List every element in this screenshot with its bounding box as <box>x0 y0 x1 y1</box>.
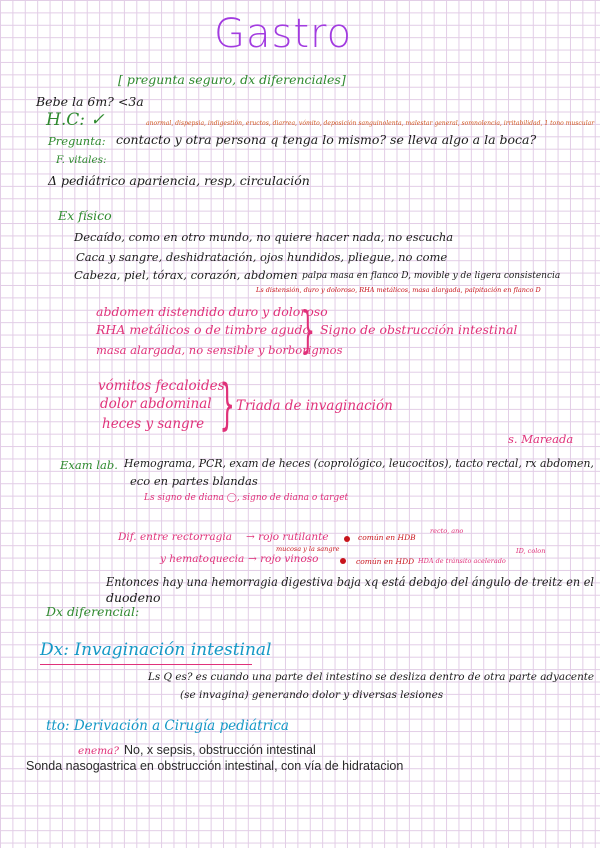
sonda-text: Sonda nasogastrica en obstrucción intestinal, con vía de hidratacion <box>26 759 404 773</box>
obstruccion-item-2: RHA metálicos o de timbre agudo <box>96 322 311 337</box>
pregunta-text: contacto y otra persona q tenga lo mismo? se lleva algo a la boca? <box>116 132 537 147</box>
obstruccion-item-1: abdomen distendido duro y doloroso <box>96 304 328 319</box>
hc-label: H.C: ✓ <box>46 110 105 130</box>
triada-brace: } <box>219 373 235 436</box>
hemorragia-note1: común en HDB <box>358 533 416 542</box>
examlab-text2: eco en partes blandas <box>130 474 258 488</box>
exfisico-line2: Caca y sangre, deshidratación, ojos hundidos, pliegue, no come <box>76 250 448 264</box>
subtitle: [ pregunta seguro, dx diferenciales] <box>118 72 346 87</box>
hemorragia-line2a: y hematoquecia <box>160 553 245 565</box>
hemorragia-conclusion1: Entonces hay una hemorragia digestiva baja xq está debajo del ángulo de treitz en el <box>106 574 595 589</box>
hemorragia-note2-above: mucosa y la sangre <box>276 545 340 553</box>
tto-label: tto: Derivación a Cirugía pediátrica <box>46 718 289 734</box>
examlab-label: Exam lab. <box>60 458 118 472</box>
fvitales-text: Δ pediátrico apariencia, resp, circulación <box>48 173 310 188</box>
manera-note: s. Mareada <box>508 432 574 446</box>
red-dot-2 <box>340 558 346 564</box>
page-title: Gastro <box>214 11 353 57</box>
triada-label: Triada de invaginación <box>236 398 393 414</box>
exfisico-line3: Cabeza, piel, tórax, corazón, abdomen <box>74 268 298 282</box>
enema-answer: No, x sepsis, obstrucción intestinal <box>124 743 316 757</box>
examlab-text1: Hemograma, PCR, exam de heces (coprológico, leucocitos), tacto rectal, rx abdomen, <box>124 456 594 470</box>
hemorragia-line1a: Dif. entre rectorragia <box>118 531 233 543</box>
dx-def1: Ls Q es? es cuando una parte del intestino se desliza dentro de otra parte adyacente <box>148 671 595 683</box>
exfisico-label: Ex físico <box>58 208 112 223</box>
triada-item-3: heces y sangre <box>102 416 205 432</box>
dx-def2: (se invagina) generando dolor y diversas lesiones <box>180 689 444 701</box>
obstruccion-item-3: masa alargada, no sensible y borborigmos <box>96 343 343 357</box>
hemorragia-note2c: ID, colon <box>516 547 546 555</box>
hemorragia-note1b: recto, ano <box>430 527 464 535</box>
triada-item-2: dolor abdominal <box>100 396 212 412</box>
hemorragia-conclusion2: duodeno <box>106 590 161 605</box>
hemorragia-note2: común en HDD <box>356 557 415 566</box>
enema-question: enema? <box>78 745 120 757</box>
red-dot-1 <box>344 536 350 542</box>
examlab-note: Ls signo de diana ◯, signo de diana o target <box>144 493 349 503</box>
dx-underline <box>40 664 252 665</box>
fvitales-label: F. vitales: <box>56 154 107 166</box>
obstruccion-brace: } <box>300 301 316 359</box>
exfisico-line3b: palpa masa en flanco D, movible y de ligera consistencia <box>302 271 561 281</box>
exfisico-note: Ls distensión, duro y doloroso, RHA metálicos, masa alargada, palpitación en flanco D <box>256 286 541 294</box>
exfisico-line1: Decaído, como en otro mundo, no quiere hacer nada, no escucha <box>74 230 454 244</box>
pregunta-label: Pregunta: <box>48 134 106 148</box>
hemorragia-line1b: → rojo rutilante <box>246 531 329 543</box>
dx-label: Dx: Invaginación intestinal <box>40 640 272 660</box>
hemorragia-note2b: HDA de tránsito acelerado <box>418 557 506 565</box>
hc-text: anormal, dispepsia, indigestión, eructos, diarrea, vómito, deposición sanguinolenta, malestar general, somnolencia, irritabilidad, 1 tono muscular <box>146 119 595 127</box>
hemorragia-line2b: → rojo vinoso <box>248 553 319 565</box>
case-line: Bebe la 6m? <3a <box>36 94 144 109</box>
triada-item-1: vómitos fecaloides <box>98 378 225 394</box>
dxdif-label: Dx diferencial: <box>46 604 140 619</box>
obstruccion-label: Signo de obstrucción intestinal <box>320 322 518 337</box>
